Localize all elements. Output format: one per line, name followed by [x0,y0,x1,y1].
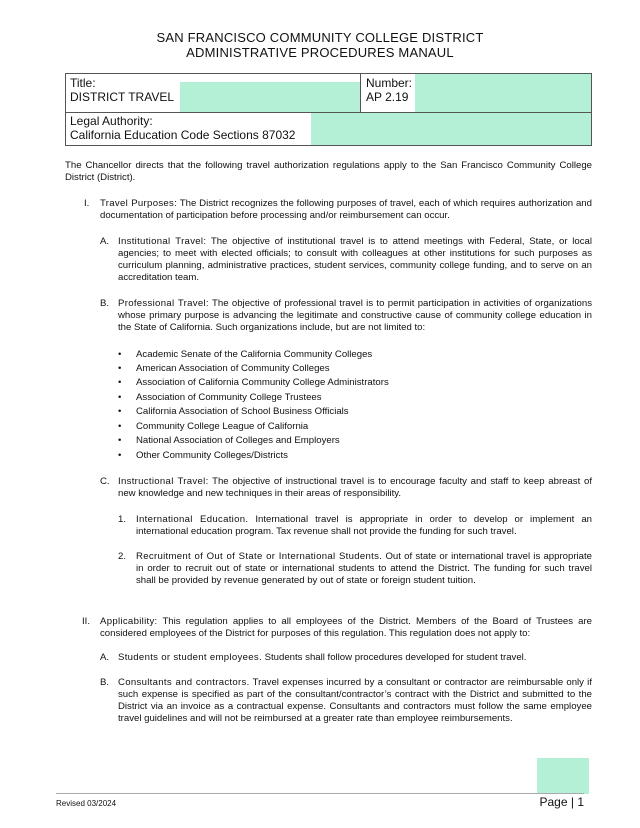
section-2-marker: II. [82,616,90,627]
title-value: DISTRICT TRAVEL [70,90,175,104]
title-label: Title: [70,76,96,90]
document-header [0,30,640,60]
bullet-icon: • [118,377,122,388]
list-item: Other Community Colleges/Districts [136,450,288,461]
legal-label: Legal Authority: [70,114,153,128]
legal-value: California Education Code Sections 87032 [70,128,296,142]
page-number: 1 [577,795,584,809]
section-1b-heading: Professional Travel: [118,298,209,309]
header-line-1: SAN FRANCISCO COMMUNITY COLLEGE DISTRICT [156,30,484,45]
list-item: National Association of Colleges and Employers [136,435,340,446]
list-item: Association of California Community College Administrators [136,377,389,388]
section-1a-paragraph [118,236,592,284]
section-1c1-paragraph [136,514,592,538]
section-1c1-text: International travel is appropriate in order to develop or implement an international education program. Tax revenue shall not provide the funding for such travel. [136,514,592,537]
section-2a-paragraph [118,652,592,664]
number-cell [360,74,591,112]
section-2b-marker: B. [100,677,110,688]
page-label: Page [539,795,568,809]
section-1c2-text: Out of state or international travel is appropriate in order to recruit out of state or international students to attend the District. The funding for such travel shall be provided by revenue generated by out of state or foreign student tuition. [136,551,592,586]
section-1-marker: I. [84,198,90,209]
section-1-text: The District recognizes the following purposes of travel, each of which requires authorization and documentation of participation before processing and/or reimbursement can occur. [100,198,592,221]
section-1a-marker: A. [100,236,110,247]
list-item: Community College League of California [136,421,309,432]
bullet-icon: • [118,363,122,374]
title-cell [66,74,361,112]
section-2-paragraph [100,616,592,640]
legal-highlight [311,113,591,145]
intro-paragraph: The Chancellor directs that the following travel authorization regulations apply to the San Francisco Community College District (District). [65,160,592,183]
section-2b-paragraph [118,677,592,725]
section-2-text: This regulation applies to all employees of the District. Members of the Board of Trustees are considered employees of the District for purposes of this regulation. This regulation does not apply to: [100,616,593,639]
section-1c1-marker: 1. [118,514,127,525]
list-item: Academic Senate of the California Community Colleges [136,349,373,360]
info-table-row-2 [65,113,592,146]
section-1c-heading: Instructional Travel: [118,476,209,487]
list-item: American Association of Community Colleges [136,363,330,374]
number-highlight [415,74,591,112]
section-2b-heading: Consultants and contractors. [118,677,250,688]
section-1b-paragraph [118,298,592,334]
section-1c-paragraph [118,476,592,500]
page-separator: | [570,795,578,809]
number-value: AP 2.19 [366,90,409,104]
title-highlight [180,82,360,112]
bullet-icon: • [118,421,122,432]
header-line-2: ADMINISTRATIVE PROCEDURES MANAUL [186,45,454,60]
page-indicator [539,795,584,809]
section-1c2-paragraph [136,551,592,587]
section-1c2-marker: 2. [118,551,127,562]
footer-divider [56,793,584,794]
number-label: Number: [366,76,413,90]
section-1a-heading: Institutional Travel: [118,236,207,247]
section-1a-text: The objective of institutional travel is to attend meetings with Federal, State, or local agencies; to meet with elected officials; to consult with colleagues at other institutions for such purposes as curriculum planning, administrative practices, student services, community college funding, and to serve on an accreditation team. [118,236,592,283]
section-1-heading: Travel Purposes: [100,198,178,209]
revised-date: Revised 03/2024 [56,799,117,808]
section-2b-text: Travel expenses incurred by a consultant or contractor are reimbursable only if such expense is specified as part of the consultant/contractor’s contract with the District and submitted to the District via an invoice as a contractual expense. Consultants and contractors must follow the same employee travel guidelines and will not be reimbursed at a greater rate than employee reimbursements. [118,677,592,724]
list-item: California Association of School Business Officials [136,406,349,417]
section-1-paragraph [100,198,592,222]
section-1c-text: The objective of instructional travel is to encourage faculty and staff to keep abreast of new knowledge and new techniques in their areas of responsibility. [118,476,592,499]
section-1b-text: The objective of professional travel is to permit participation in activities of organizations whose primary purpose is advancing the legitimate and constructive cause of community college education in the State of California. Such organizations include, but are not limited to: [118,298,592,333]
section-1c-marker: C. [100,476,110,487]
bullet-icon: • [118,349,122,360]
bullet-icon: • [118,435,122,446]
section-1c1-heading: International Education. [136,514,249,525]
section-2a-heading: Students or student employees. [118,652,262,663]
bullet-icon: • [118,450,122,461]
section-1c2-heading: Recruitment of Out of State or International Students. [136,551,383,562]
list-item: Association of Community College Trustees [136,392,322,403]
footer-highlight [537,758,589,794]
bullet-icon: • [118,392,122,403]
section-2a-marker: A. [100,652,110,663]
bullet-icon: • [118,406,122,417]
section-2-heading: Applicability: [100,616,158,627]
section-1b-marker: B. [100,298,110,309]
info-table-row-1 [65,73,592,113]
section-2a-text: Students shall follow procedures developed for student travel. [264,652,527,663]
